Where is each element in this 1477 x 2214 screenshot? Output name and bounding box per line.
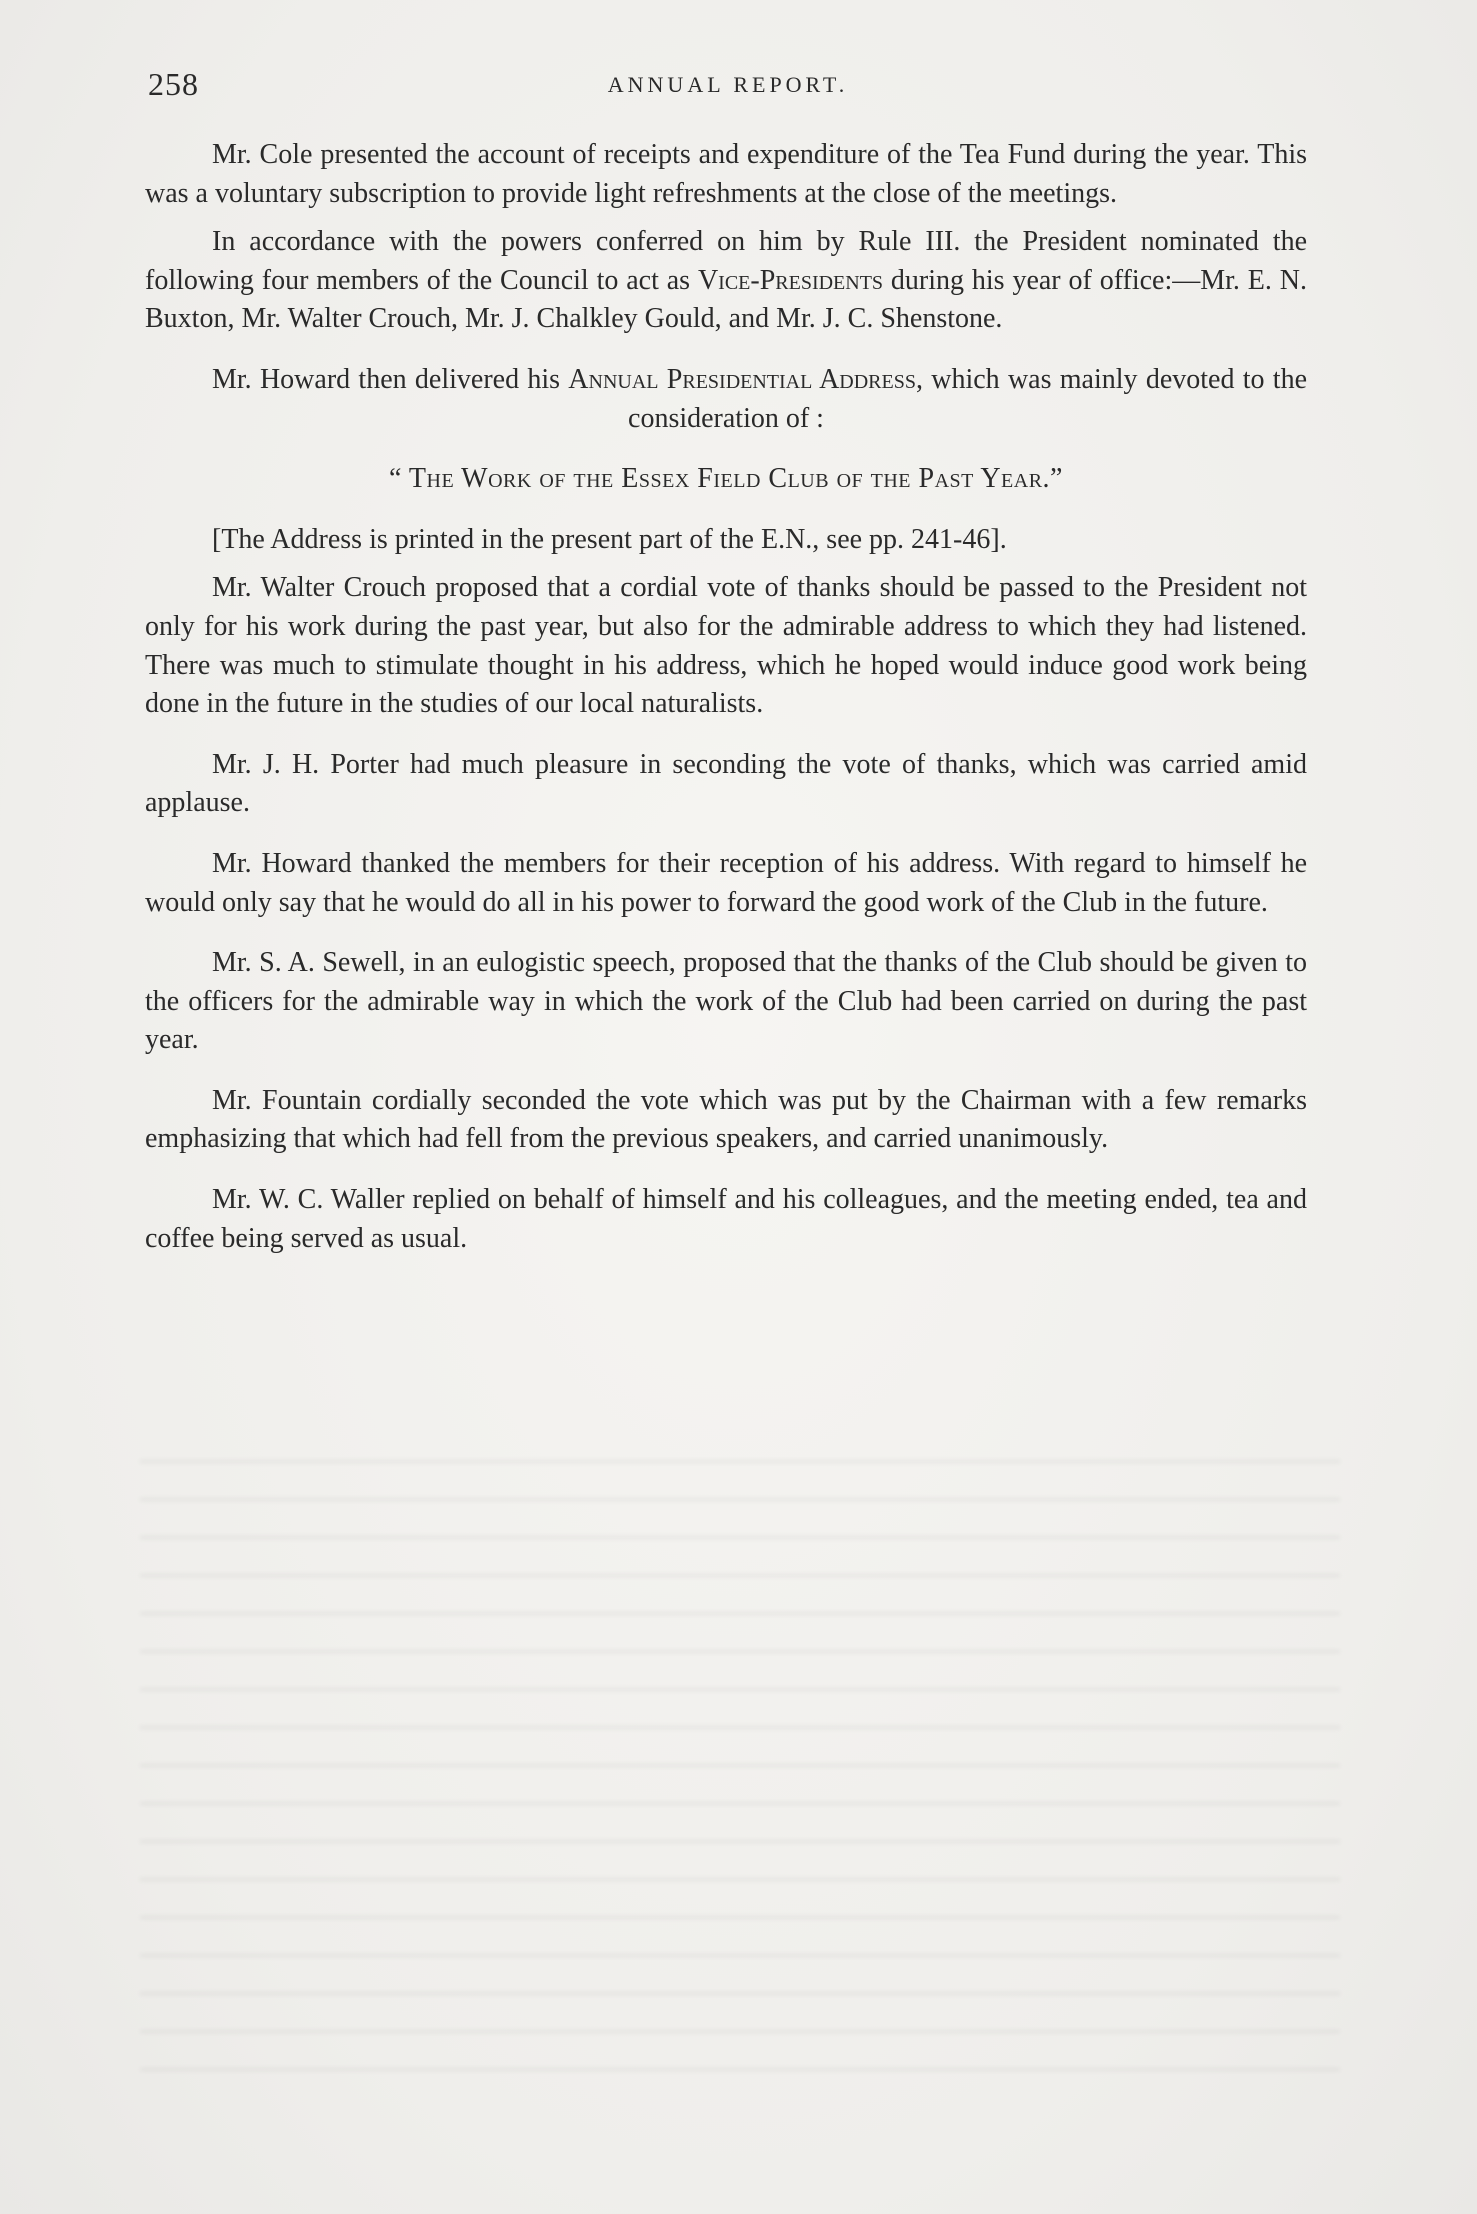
- small-caps-heading: Vice-Presidents: [697, 264, 884, 296]
- text-segment: during his year of office:—Mr. E. N. Buxton, Mr. Walter Crouch, Mr. J. Chalkley Gould, and Mr. J. C. Shenstone.: [145, 264, 1307, 335]
- paragraph-address-note: [The Address is printed in the present part of the E.N., see pp. 241-46].: [212, 523, 1007, 555]
- paragraph-howard-thanks: Mr. Howard thanked the members for their reception of his address. With regard to himself he would only say that he would do all in his power to forward the good work of the Club in the future.: [145, 847, 1307, 918]
- text-segment: Mr. Howard then delivered his: [212, 363, 569, 395]
- show-through-text: [140, 1440, 1340, 2100]
- paragraph-sewell: Mr. S. A. Sewell, in an eulogistic speech, proposed that the thanks of the Club should be given to the officers for the admirable way in which the work of the Club had been carried on during the past year.: [145, 947, 1307, 1056]
- text-segment: , which was mainly devoted to the consideration of :: [628, 363, 1307, 434]
- page-body: [145, 136, 1307, 1258]
- page-header: [148, 60, 1308, 110]
- paragraph-crouch: Mr. Walter Crouch proposed that a cordial vote of thanks should be passed to the President not only for his work during the past year, but also for the admirable address to which they had listened. There was much to stimulate thought in his address, which he hoped would induce good work being done in the future in the studies of our local naturalists.: [145, 572, 1307, 720]
- small-caps-heading: Annual Presidential Address: [568, 363, 916, 395]
- paragraph-porter: Mr. J. H. Porter had much pleasure in seconding the vote of thanks, which was carried amid applause.: [145, 748, 1307, 819]
- address-title: “ The Work of the Essex Field Club of the Past Year.”: [389, 463, 1063, 495]
- paragraph-address: [145, 361, 1307, 438]
- text-segment: In accordance with the powers conferred on him by Rule III. the President nominated the following four members of the Council to act as: [145, 226, 1307, 296]
- running-head: ANNUAL REPORT.: [607, 72, 849, 97]
- paragraph-tea-fund: Mr. Cole presented the account of receipts and expenditure of the Tea Fund during the year. This was a voluntary subscription to provide light refreshments at the close of the meetings.: [145, 139, 1307, 209]
- paragraph-fountain: Mr. Fountain cordially seconded the vote which was put by the Chairman with a few remarks emphasizing that which had fell from the previous speakers, and carried unanimously.: [145, 1084, 1307, 1155]
- paragraph-vice-presidents: [145, 223, 1307, 339]
- page-number: 258: [148, 66, 199, 102]
- paragraph-waller: Mr. W. C. Waller replied on behalf of himself and his colleagues, and the meeting ended, tea and coffee being served as usual.: [145, 1184, 1307, 1254]
